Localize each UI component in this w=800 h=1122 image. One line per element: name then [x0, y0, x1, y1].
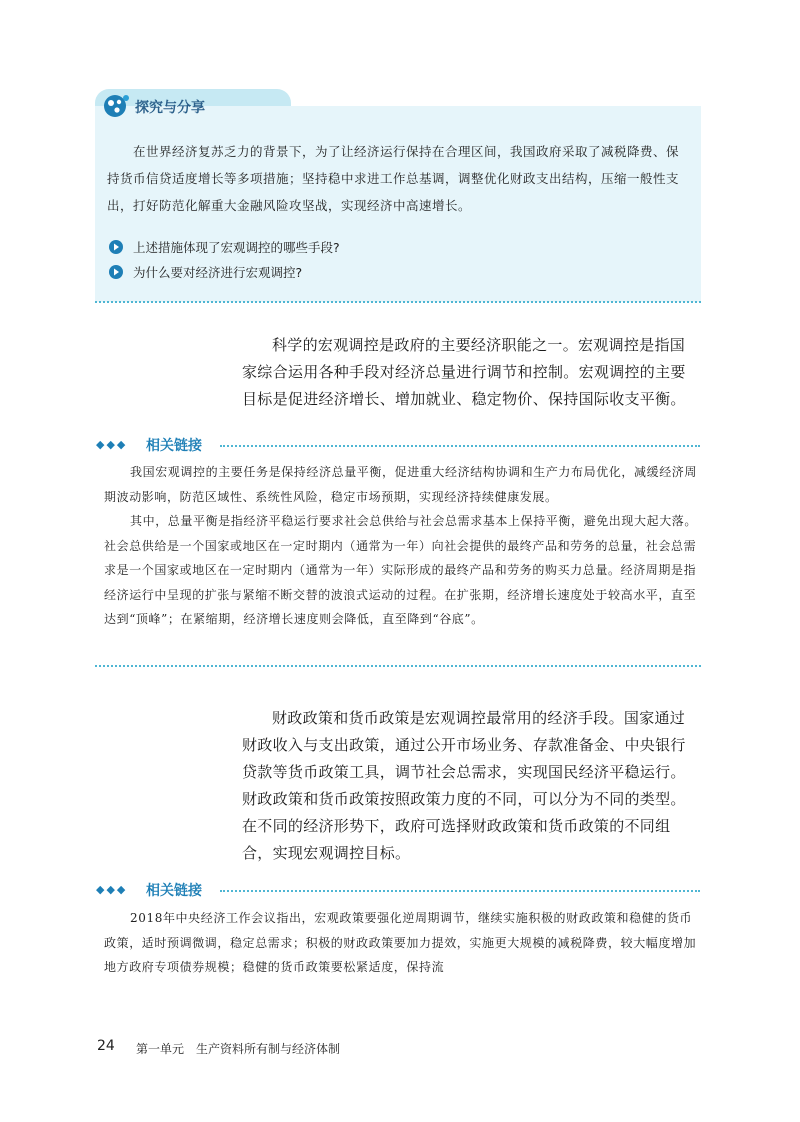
dotted-divider — [220, 890, 700, 892]
explore-share-panel — [95, 89, 701, 302]
explore-share-icon — [103, 93, 131, 119]
page-number: 24 — [97, 1038, 115, 1054]
body-paragraph-1 — [242, 332, 700, 413]
related-link-paragraph: 我国宏观调控的主要任务是保持经济总量平衡，促进重大经济结构协调和生产力布局优化，减缓经济周期波动影响，防范区域性、系统性风险，稳定市场预期，实现经济持续健康发展。 — [104, 465, 698, 504]
related-link-title-2: 相关链接 — [146, 883, 202, 899]
dotted-divider — [95, 301, 701, 303]
related-link-header-1 — [96, 435, 700, 455]
explore-share-title: 探究与分享 — [135, 100, 205, 116]
body-paragraph-1-text: 科学的宏观调控是政府的主要经济职能之一。宏观调控是指国家综合运用各种手段对经济总量进行调节和控制。宏观调控的主要目标是促进经济增长、增加就业、稳定物价、保持国际收支平衡。 — [242, 336, 686, 408]
related-link-header-2 — [96, 880, 700, 900]
diamond-icons: ◆◆◆ — [96, 883, 128, 896]
question-arrow-icon — [109, 240, 123, 254]
explore-share-text: 在世界经济复苏乏力的背景下，为了让经济运行保持在合理区间，我国政府采取了减税降费、保持货币信贷适度增长等多项措施；坚持稳中求进工作总基调，调整优化财政支出结构，压缩一般性支出，打好防范化解重大金融风险攻坚战，实现经济中高速增长。 — [107, 144, 680, 213]
related-link-paragraph: 其中，总量平衡是指经济平稳运行要求社会总供给与社会总需求基本上保持平衡，避免出现大起大落。社会总供给是一个国家或地区在一定时期内（通常为一年）向社会提供的最终产品和劳务的总量，社会总需求是一个国家或地区在一定时期内（通常为一年）实际形成的最终产品和劳务的购买力总量。经济周期是指经济运行中呈现的扩张与紧缩不断交替的波浪式运动的过程。在扩张期，经济增长速度处于较高水平，直至达到“顶峰”；在紧缩期，经济增长速度则会降低，直至降到“谷底”。 — [104, 514, 698, 626]
related-link-body-1 — [104, 460, 700, 632]
related-link-title-1: 相关链接 — [146, 438, 202, 454]
dotted-divider — [95, 665, 701, 667]
body-paragraph-2-text: 财政政策和货币政策是宏观调控最常用的经济手段。国家通过财政收入与支出政策，通过公开市场业务、存款准备金、中央银行贷款等货币政策工具，调节社会总需求，实现国民经济平稳运行。财政政策和货币政策按照政策力度的不同，可以分为不同的类型。在不同的经济形势下，政府可选择财政政策和货币政策的不同组合，实现宏观调控目标。 — [242, 709, 686, 862]
dotted-divider — [220, 445, 700, 447]
related-link-body-2 — [104, 906, 700, 980]
related-link-paragraph: 2018年中央经济工作会议指出，宏观政策要强化逆周期调节，继续实施积极的财政政策和稳健的货币政策，适时预调微调，稳定总需求；积极的财政政策要加力提效，实施更大规模的减税降费，较大幅度增加地方政府专项债券规模；稳健的货币政策要松紧适度，保持流 — [104, 911, 697, 974]
question-2: 为什么要对经济进行宏观调控? — [133, 265, 303, 280]
footer-unit-title: 第一单元 生产资料所有制与经济体制 — [136, 1042, 341, 1056]
question-1: 上述措施体现了宏观调控的哪些手段? — [133, 240, 340, 255]
diamond-icons: ◆◆◆ — [96, 438, 128, 451]
question-arrow-icon — [109, 265, 123, 279]
body-paragraph-2 — [242, 705, 700, 867]
